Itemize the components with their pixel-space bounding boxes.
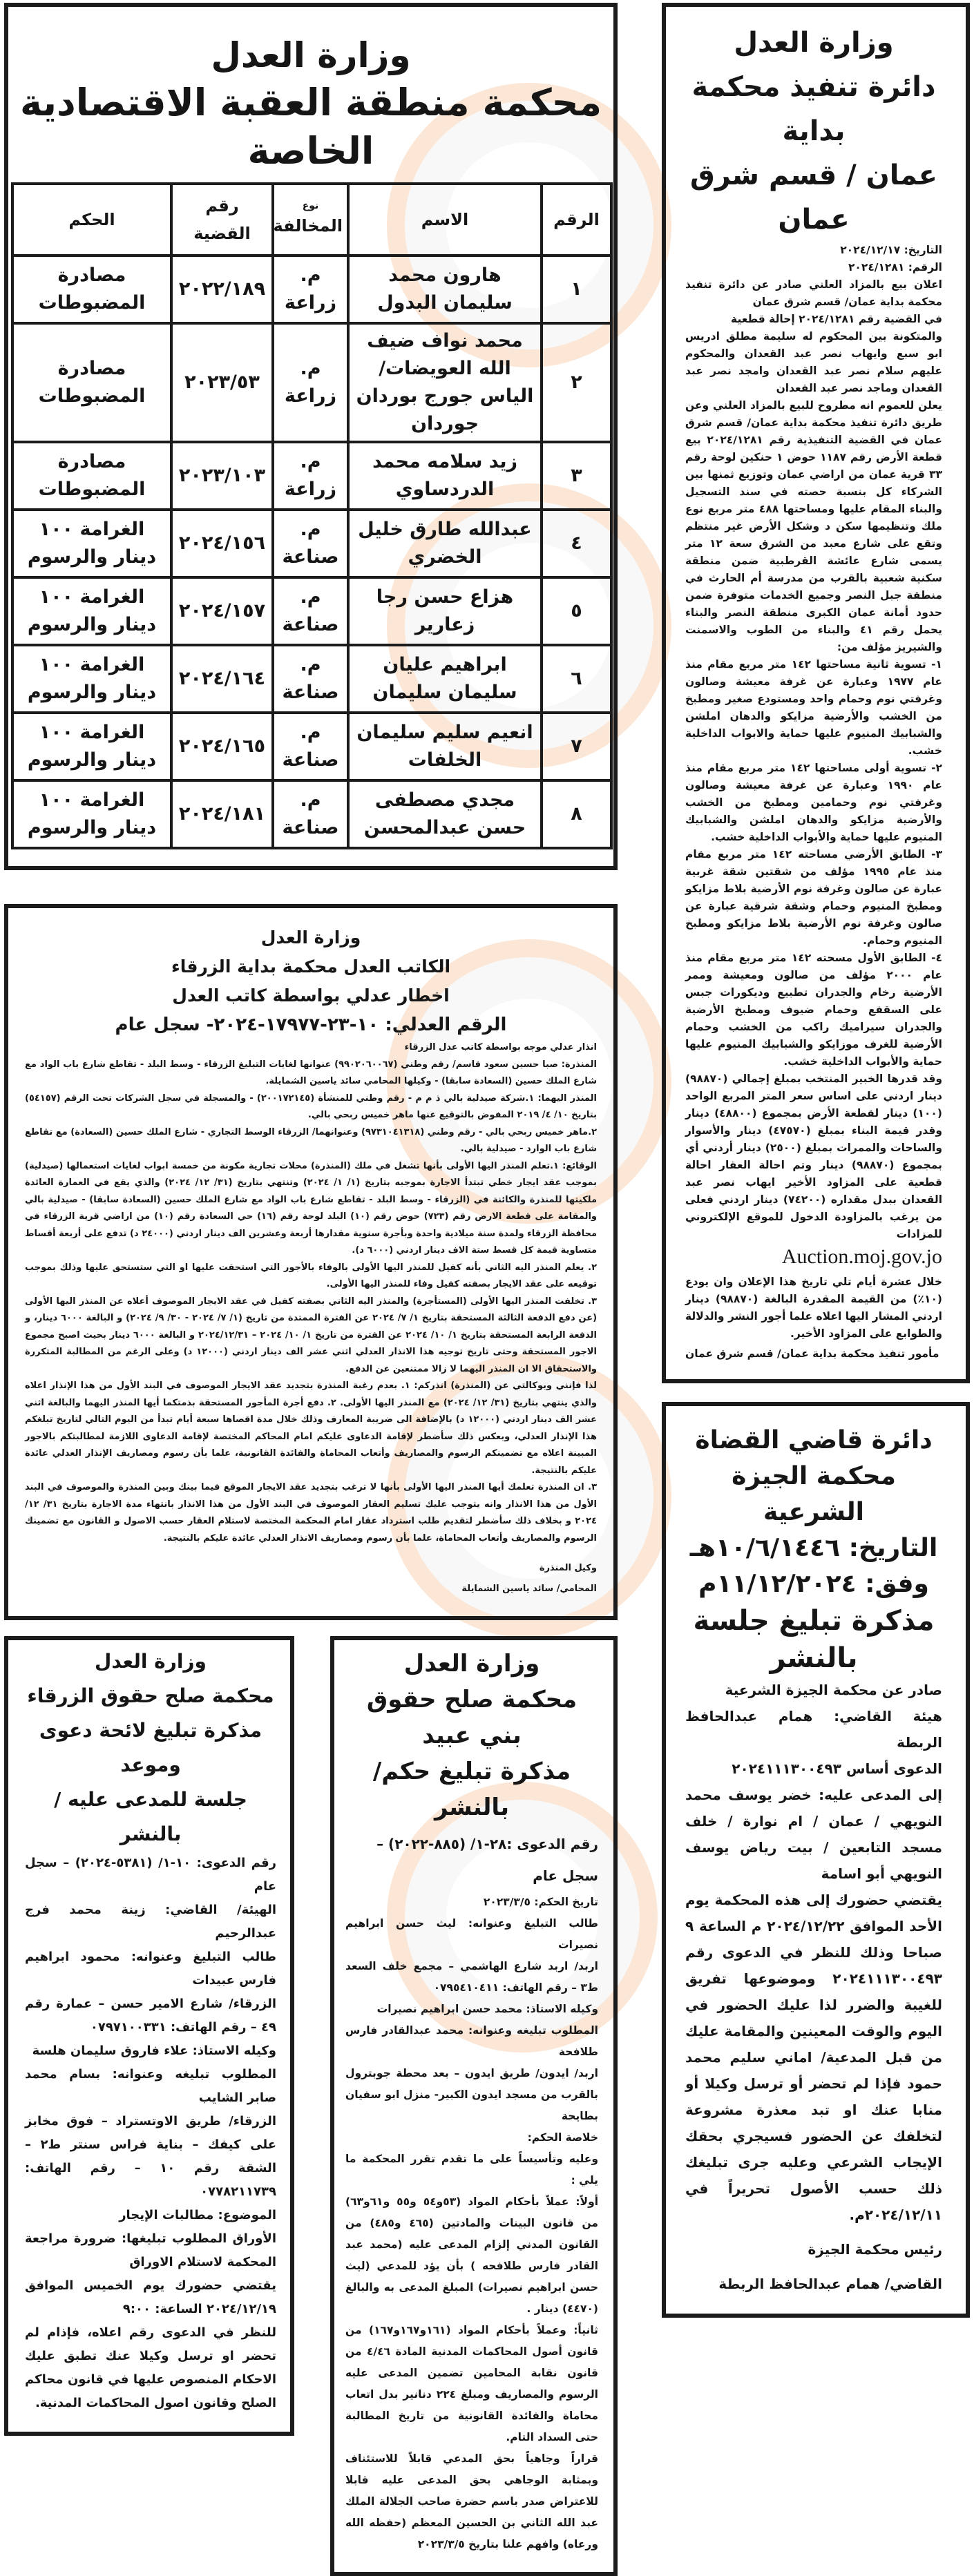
signature-line: المحامي/ سائد ياسين الشمايلة [461, 1584, 597, 1594]
cell-no: ٦ [542, 645, 611, 713]
cell-no: ٢ [542, 323, 611, 442]
right-column [662, 3, 970, 2318]
notice-heading: وزارة العدل [211, 35, 411, 75]
notice-heading: اخطار عدلي بواسطة كاتب العدل [172, 986, 450, 1006]
notice-heading: محكمة صلح حقوق بني عبيد [366, 1686, 577, 1749]
cell-type: م. زراعة [273, 442, 348, 510]
cell-no: ٥ [542, 577, 611, 645]
cell-type: م. صناعة [273, 713, 348, 780]
paragraph: يقتضي حضورك يوم الخميس الموافق ٢٠٢٤/١٢/١٩ الساعة: ٩:٠٠ [25, 2278, 276, 2316]
notice-heading: مذكرة تبليغ جلسة بالنشر [693, 1605, 935, 1674]
notice-heading: وزارة العدل [403, 1650, 540, 1678]
paragraph: يعلن للعموم انه مطروح للبيع بالمزاد العلني وعن طريق دائرة تنفيذ محكمة بداية عمان/ قسم شرق عمان في القضية التنفيذية رقم ٢٠٢٤/١٢٨١ بيع قطعة الأرض رقم ١١٨٧ حوض ١ حنكين لوحة رقم ٣٣ قرية عمان من اراضي عمان وتوزيع ثمنها بين الشركاء كل بنسبة حصته في سند التسجيل والبناء المقام عليها ومساحتها ٤٨٨ متر مربع نوع ملك وتنظيمها سكن د وشكل الأرض غير منتظم وتقع على شارع معبد من الشرق سعة ١٢ متر يسمى شارع عائشة القرطبية ضمن منطقة سكنية شعبية بالقرب من مدرسة أم الحارث في منطقة جبل النصر وجميع الخدمات متوفرة ضمن حدود أمانة عمان الكبرى منطقة النصر والبناء يحمل رقم ٤١ والبناء من الطوب والاسمنت والشيريز مؤلف من: [685, 399, 943, 653]
cell-name: ابراهيم عليان سليمان سليمان [348, 645, 542, 713]
paragraph: الأوراق المطلوب تبليغها: ضرورة مراجعة المحكمة لاستلام الاوراق [25, 2231, 276, 2269]
zarqa-notary-notice [4, 904, 618, 1620]
cell-type: م. صناعة [273, 780, 348, 848]
paragraph: هيئة القاضي: همام عبدالحافظ الربطة [685, 1708, 942, 1751]
paragraph: وعليه وتأسيساً على ما تقدم تقرر المحكمة ما يلي : [345, 2153, 598, 2186]
cell-case: ٢٠٢٣/١٠٣ [171, 442, 273, 510]
paragraph: ٣. تخلفت المنذر اليها الأولى (المستأجرة) والمنذر اليه الثاني بصفته كفيل في عقد الايجار الموصوف أعلاه عن المنذر اليها الأولى (عن دفع الدفعة الثالثة المستحقة بتاريخ ١/ ٧/ ٢٠٢٤ عن الفترة الممتدة من تاريخ (١/ ٧/ ٢٠٢٤ - ٣٠/ ٩/ ٢٠٢٤) و البالغة ٦٠٠٠ دينار، و الدفعة الرابعة المستحقة بتاريخ ١/ ١٠/ ٢٠٢٤ عن الفترة من تاريخ ١/ ١٠/ ٢٠٢٤ – ٢٠٢٤/١٢/٣١ و البالغة ٦٠٠٠ دينار بحيث اصبح مجموع الاجور المستحقة وحتى تاريخ توجيه هذا الانذار العدلي اثني عشر الف دينار اردني (١٢٠٠٠ د) وعلى الرغم من المطالبة المتكررة والاستحقاق الا ان المنذر اليهما لا زالا ممتنعين عن الدفع. [25, 1296, 598, 1374]
signature-line: القاضي/ همام عبدالحافظ الربطة [718, 2276, 942, 2292]
signature-line: وكيل المنذرة [539, 1563, 597, 1573]
cell-type: م. صناعة [273, 510, 348, 577]
cell-case: ٢٠٢٣/٥٣ [171, 323, 273, 442]
paragraph: المنذر اليهما: ١.شركة صيدلية بالي ذ م م - رقم وطني للمنشأة (٢٠٠١٧٢١٤٥) - والمسجلة في سجل الشركات تحت الرقم (٥٤١٥٧) بتاريخ ١٠/ ٤/ ٢٠١٩ المفوض بالتوقيع عنها ماهر خميس ربحي بالي. [25, 1093, 597, 1120]
paragraph: رقم الدعوى: ١٠-١/ (٥٣٨١-٢٠٢٤) – سجل عام [25, 1856, 277, 1894]
zarqa-magistrate-court-notice [4, 1636, 294, 2436]
table-row [12, 780, 611, 848]
notice-heading: الرقم العدلي: ١٠-٢٣-١٧٩٧٧-٢٠٢٤- سجل عام [115, 1015, 507, 1035]
cell-verdict: مصادرة المضبوطات [12, 442, 171, 510]
paragraph: طالب التبليغ وعنوانه: ليث حسن ابراهيم نصيرات [345, 1917, 598, 1951]
violations-table [11, 182, 613, 849]
paragraph: في القضية رقم ٢٠٢٤/١٢٨١ إحالة قطعية [731, 313, 942, 325]
column-header-case-number: رقم القضية [171, 184, 273, 256]
paragraph: خلاصة الحكم: [527, 2131, 598, 2144]
table-row [12, 577, 611, 645]
paragraph: أولاً: عملاً بأحكام المواد (٥٣و٥٤ و٥٥ و٦١و٦٣) من قانون البينات والمادتين (٤٦٥ و٤٨٥) من القانون المدني إلزام المدعى عليه (محمد عبد القادر فارس طلافحه ) بأن يؤد للمدعي (ليث حسن ابراهيم نصيرات) المبلغ المدعى به والبالغ (٤٤٧٠) دينار . [345, 2195, 599, 2315]
court-name: محكمة منطقة العقبة الاقتصادية الخاصة [19, 81, 602, 173]
amman-auction-notice [662, 3, 970, 1383]
notice-heading: الكاتب العدل محكمة بداية الزرقاء [171, 957, 451, 977]
aqaba-court-notice [4, 3, 618, 870]
notice-heading: مذكرة تبليغ لائحة دعوى وموعد [39, 1719, 262, 1776]
paragraph: الزرقاء/ شارع الامير حسن – عمارة رقم ٤٩ – رقم الهاتف: ٠٧٩٧١٠٠٣٣١ [25, 1997, 276, 2035]
cell-case: ٢٠٢٤/١٦٥ [171, 713, 273, 780]
notice-heading: جلسة للمدعى عليه / بالنشر [54, 1788, 247, 1845]
cell-no: ٨ [542, 780, 611, 848]
case-number: رقم الدعوى :٢٨-١/ (٨٨٥-٢٠٢٢) – سجل عام [376, 1836, 598, 1884]
cell-type: م. صناعة [273, 645, 348, 713]
paragraph: وكيله الاستاذ: علاء فاروق سليمان هلسة [32, 2044, 276, 2058]
notice-heading: وزارة العدل [734, 27, 894, 59]
cell-case: ٢٠٢٤/١٥٦ [171, 510, 273, 577]
cell-name: عبدالله طارق خليل الخضري [348, 510, 542, 577]
cell-name: هارون محمد سليمان البدول [348, 256, 542, 323]
paragraph: تاريخ الحكم: ٢٠٢٣/٣/٥ [483, 1896, 598, 1908]
notice-heading: وزارة العدل [95, 1650, 207, 1673]
paragraph: ٣. ان المنذرة تعلمك أيها المنذر اليها الأولى بأنها لا ترغب بتجديد عقد الايجار الموقع فيما بينك وبين المنذرة والموصوف في البند الأول من هذا الانذار وانه يتوجب عليك تسليم العقار الموصوف في البند الأول من هذا الانذار بانتهاء مدة الاجارة بتاريخ ٣١/ ١٢/ ٢٠٢٤ و بخلاف ذلك سأضطر لتقديم طلب استرداد عقار امام المحكمة المختصة لاستلام العقار حسب الاصول و القانون مع تضمينك الرسوم والمصاريف وأتعاب المحاماة، علما بأن رسوم ومصاريف الانذار العدلي عائدة عليكم بالنتيجة. [25, 1482, 597, 1544]
cell-name: انعيم سليم سليمان الخلفات [348, 713, 542, 780]
notice-heading: التاريخ: ١٠/٦/١٤٤٦هـ [689, 1534, 938, 1562]
paragraph: ١- تسوية ثانية مساحتها ١٤٢ متر مربع مقام منذ عام ١٩٧٧ وعبارة عن غرفة معيشة وصالون وغرفتي نوم وحمام واحد ومستودع صغير ومطبخ من الخشب والأرضية مزايكو والدهان املشن والشبابيك المنيوم عليها حماية والابواب الداخلية خشب. [685, 658, 942, 757]
cell-type: م. صناعة [273, 577, 348, 645]
paragraph: المطلوب تبليغه وعنوانه: محمد عبدالقادر فارس طلافحة [345, 2024, 598, 2058]
column-header-name: الاسم [348, 184, 542, 256]
cell-name: مجدي مصطفى حسن عبدالمحسن [348, 780, 542, 848]
table-row [12, 713, 611, 780]
cell-name: هزاع حسن رجا زعارير [348, 577, 542, 645]
paragraph: انذار عدلي موجه بواسطة كاتب عدل الزرقاء [404, 1042, 597, 1052]
notice-heading: محكمة الجيزة الشرعية [732, 1462, 896, 1526]
table-row [12, 442, 611, 510]
paragraph: اربد/ اربد شارع الهاشمي – مجمع خلف السعد ط٣ – رقم الهاتف: ٠٧٩٥٤١٠٤١١ [345, 1960, 598, 1994]
cell-name: زيد سلامه محمد الدردساوي [348, 442, 542, 510]
cell-verdict: الغرامة ١٠٠ دينار والرسوم [12, 713, 171, 780]
notice-heading: محكمة صلح حقوق الزرقاء [27, 1684, 274, 1707]
notice-heading: دائرة قاضي القضاة [695, 1426, 933, 1454]
cell-case: ٢٠٢٤/١٥٧ [171, 577, 273, 645]
column-header-number: الرقم [542, 184, 611, 256]
auction-website-line [685, 1243, 942, 1273]
notice-heading: عمان / قسم شرق عمان [690, 160, 937, 236]
cell-case: ٢٠٢٤/١٨١ [171, 780, 273, 848]
auction-website-link[interactable]: Auction.moj.gov.jo [781, 1245, 942, 1268]
bottom-notices-row [4, 1636, 618, 2576]
paragraph: اربد/ ايدون/ طريق ايدون – بعد محطة جوبترول بالقرب من مسجد ايدون الكبير- منزل ابو سفيان بطايحة [345, 2067, 598, 2122]
paragraph: الوقائع: ١.تعلم المنذر اليها الأولى بأنها تشغل في ملك (المنذرة) محلات تجارية مكونة من خمسة ابواب لغايات استعمالها (صيدلية) بموجب عقد ايجار خطي تبتدأ الاجارة بموجبه بتاريخ (١/ ١/ ٢٠٢٤) وتنتهي بتاريخ (٣١/ ١٢/ ٢٠٢٤) والذي يقع في العمارة العائدة ملكيتها للمنذرة والكائنة في (الزرقاء - وسط البلد - تقاطع شارع باب الواد مع شارع الملك حسين (السعادة سابقا) - صيدلية بالي والمقامة على قطعة الارض رقم (٧٢٣) حوض رقم (١٠) البلد لوحة رقم (١٦) حي السعادة رقم (١٠) من اراضي قرية الزرقاء في محافظة الزرقاء ولمدة سنة ميلادية واحدة وبأجرة سنوية مقدارها أربعة وعشرين الف دينار اردني (٢٤٠٠٠ د) تدفع على أربعة أقساط متساوية قيمة كل قسط ستة الاف دينار اردني (٦٠٠٠ د). [25, 1160, 597, 1256]
paragraph: التاريخ: ٢٠٢٤/١٢/١٧ [840, 244, 942, 256]
cell-type: م. زراعة [273, 256, 348, 323]
notice-heading: مذكرة تبليغ حكم/ بالنشر [372, 1758, 571, 1821]
table-row [12, 323, 611, 442]
paragraph: اعلان بيع بالمزاد العلني صادر عن دائرة تنفيذ محكمة بداية عمان/ قسم شرق عمان [685, 278, 942, 308]
paragraph: للنظر في الدعوى رقم اعلاه، فإذام لم تحضر او ترسل وكيلا عنك تطبق عليك الاحكام المنصوص عليها في قانون محاكم الصلح وقانون اصول المحاكمات المدنية. [25, 2325, 276, 2410]
cell-no: ١ [542, 256, 611, 323]
cell-verdict: الغرامة ١٠٠ دينار والرسوم [12, 645, 171, 713]
header-text: المخالفة [273, 216, 343, 236]
paragraph: قراراً وجاهياً بحق المدعي قابلاً للاستئناف وبمثابة الوجاهي بحق المدعى عليه قابلا للاعتراض صدر باسم حضرة صاحب الجلالة الملك عبد الله الثاني بن الحسين المعظم (حفظه الله ورعاه) وافهم علنا بتاريخ ٢٠٢٣/٣/٥ [345, 2452, 598, 2550]
notice-heading: وفق: ١١/١٢/٢٠٢٤م [698, 1570, 929, 1598]
paragraph: المطلوب تبليغه وعنوانه: بسام محمد صابر الشايب [25, 2067, 276, 2105]
paragraph: والمتكونة بين المحكوم له سليمة مطلق ادريس ابو سبع وايهاب نصر عبد القعدان والمحكوم عليهم سلام نصر عبد القعدان وامجد نصر عبد القعدان وماجد نصر عبد القعدان [685, 330, 942, 394]
paragraph: الموضوع: مطالبات الإيجار [119, 2208, 276, 2222]
cell-verdict: الغرامة ١٠٠ دينار والرسوم [12, 780, 171, 848]
cell-case: ٢٠٢٢/١٨٩ [171, 256, 273, 323]
paragraph: وكيله الاستاذ: محمد حسن ابراهيم نصيرات [376, 2003, 598, 2015]
jizah-sharia-court-notice [662, 1402, 970, 2318]
cell-verdict: مصادرة المضبوطات [12, 256, 171, 323]
paragraph: يقتضي حضورك إلى هذه المحكمة يوم الأحد الموافق ٢٠٢٤/١٢/٢٢ م الساعة ٩ صباحا وذلك للنظر في الدعوى رقم ٢٠٢٤١١١٣٠٠٤٩٣ وموضوعها تفريق للغيبة والضرر لذا عليك الحضور في اليوم والوقت المعينين والمقامة عليك من قبل المدعية/ اماني سليم محمد حمود فإذا لم تحضر أو ترسل وكيلا أو منابا عنك او تبد معذرة مشروعة لتخلفك عن الحضور فسيجري بحقك الإيجاب الشرعي وعليه جرى تبليغك ذلك حسب الأصول تحريراً في ٢٠٢٤/١٢/١١م. [685, 1892, 942, 2223]
notice-heading: دائرة تنفيذ محكمة بداية [691, 71, 936, 147]
paragraph: لذا فإنني وبوكالتي عن (المنذرة) انذركم: ١. بعدم رغبة المنذرة بتجديد عقد الايجار الموصوف في البند الأول من هذا الإنذار اعلاه والذي ينتهي بتاريخ (٣١/ ١٢/ ٢٠٢٤) مع المنذر اليها الأولى. ٢. دفع أجرة المأجور المستحقة بذمتكما أيها المنذر اليهما والبالغة اثني عشر الف دينار اردني (١٢٠٠٠ د) بالإضافة الى ضريبة المعارف وذلك خلال مدة اقصاها سبعة أيام تبدأ من اليوم التالي لتاريخ تبلغكم هذا الإنذار العدلي، وبعكس ذلك سأضطر لإقامة الدعاوى عليكم امام المحاكم المختصة لإقامة الدعاوى اللازمة لمطالبتكم بالاجور المبينة اعلاه مع تضمينكم الرسوم والمصاريف وأتعاب المحاماة والفائدة القانونية، علما بأن رسوم ومصاريف الإنذار العدلي عائدة عليكم بالنتيجة. [25, 1381, 597, 1476]
header-text: نوع [302, 200, 319, 211]
cell-verdict: مصادرة المضبوطات [12, 323, 171, 442]
cell-case: ٢٠٢٤/١٦٤ [171, 645, 273, 713]
cell-no: ٧ [542, 713, 611, 780]
paragraph: المنذرة: صبا حسين سعود قاسم/ رقم وطني (٩٩٠٢٠٦٠٠٦٧) عنوانها لغايات التبليغ الزرقاء - وسط البلد - تقاطع شارع باب الواد مع شارع الملك حسين (السعادة سابقا) - وكيلها المحامي سائد ياسين الشمايلة. [25, 1059, 597, 1086]
table-row [12, 256, 611, 323]
paragraph: ٢- تسوية أولى مساحتها ١٤٢ متر مربع مقام منذ عام ١٩٩٠ وعبارة عن غرفة معيشة وصالون وغرفتي نوم وحمامين ومطبخ من الخشب والأرضية مزايكو والدهان املشن والشبابيك المنيوم عليها حماية والأبواب الداخلية خشب. [685, 762, 942, 843]
paragraph: ٤- الطابق الأول مسحته ١٤٢ متر مربع مقام منذ عام ٢٠٠٠ مؤلف من صالون ومعيشة وممر الأرضية رخام والجدران تطبيع وديكورات جبس على السقفع وحمام ضيوف ومطبخ الأرضية والجدران سيراميك راكب من الخشب وحمام الأرضية للغرف موزايكو والشبابيك المنيوم عليها حماية والأبواب الداخلية خشب. [685, 952, 942, 1068]
table-row [12, 510, 611, 577]
paragraph: ٢. يعلم المنذر اليه الثاني بأنه كفيل للمنذر اليها الأولى بالوفاء بالأجور التي استحقت عليها او التي ستستحق عليها وذلك بموجب توقيعه على عقد الايجار بصفته كفيل وفاء للمنذر اليها الأولى. [25, 1262, 597, 1289]
cell-name: محمد نواف ضيف الله العويضات/ الياس جورج بوردان جوردان [348, 323, 542, 442]
cell-type: م. زراعة [273, 323, 348, 442]
signature-line: رئيس محكمة الجيزة [808, 2241, 942, 2258]
cell-verdict: الغرامة ١٠٠ دينار والرسوم [12, 577, 171, 645]
paragraph: إلى المدعى عليه: خضر يوسف محمد النويهي / عمان / ام نوارة / خلف مسجد التابعين / بيت رياض يوسف النويهي أبو اسامة [685, 1787, 942, 1882]
signature: مأمور تنفيذ محكمة بداية عمان/ قسم شرق عمان [685, 1347, 939, 1360]
table-row [12, 645, 611, 713]
paragraph: ٢.ماهر خميس ربحي بالي - رقم وطني (٩٧٣١٠٤١٣١٨) وعنوانهما/ الزرقاء الوسط التجاري - شارع الملك حسين (السعادة) مع تقاطع شارع باب الوارد - صيدلية بالي. [25, 1126, 597, 1154]
paragraph: الدعوى أساس ٢٠٢٤١١١٣٠٠٤٩٣ [732, 1760, 942, 1777]
paragraph: الزرقاء/ طريق الاوتستراد – فوق مخابز على كيفك – بناية فراس سنتر ط٢ – الشقة رقم ١٠ – رقم الهاتف: ٠٧٧٨٢١١٧٣٩ [25, 2114, 276, 2199]
paragraph: وقد قدرها الخبير المنتخب بمبلغ إجمالي (٩٨٨٧٠) دينار اردني على اساس سعر المتر المربع الواحد (١٠٠) دينار لقطعة الأرض بمجموع (٤٨٨٠٠) دينار وقدر قيمة البناء بمبلغ (٤٧٥٧٠) دينار والأسوار والساحات والممرات بمبلغ (٢٥٠٠) دينار أردني أي بمجموع (٩٨٨٧٠) دينار وتم احالة العقار احالة قطعية على المزاود الأخير ايهاب نصر عبد القعدان ببدل مقداره (٧٤٢٠٠) دينار اردني فعلى من يرغب بالمزاودة الدخول للموقع الإلكتروني للمزادات [685, 1073, 943, 1240]
paragraph: ٣- الطابق الأرضي مساحته ١٤٢ متر مربع مقام منذ عام ١٩٩٥ مؤلف من شقتين شقة غربية عبارة عن صالون وغرفة نوم الأرضية بلاط مزايكو ومطبخ المنيوم وحمام وشقة شرقية عبارة عن صالون وغرفة نوم الأرضية بلاط مزايكو ومطبخ المنيوم وحمام. [685, 848, 942, 947]
cell-no: ٣ [542, 442, 611, 510]
column-header-verdict: الحكم [12, 184, 171, 256]
paragraph: خلال عشرة أيام تلي تاريخ هذا الإعلان وان يودع (١٠٪) من القيمة المقدرة البالغة (٩٨٨٧٠) دينار اردني المشار اليها اعلاه علما أجور النشر والدلالة والطوابع على المزاود الأخير. [685, 1276, 942, 1340]
paragraph: طالب التبليغ وعنوانه: محمود ابراهيم فارس عبيدات [25, 1950, 276, 1988]
paragraph: صادر عن محكمة الجيزة الشرعية [725, 1682, 942, 1698]
notice-heading: وزارة العدل [260, 927, 361, 948]
paragraph: الرقم: ٢٠٢٤/١٢٨١ [848, 261, 942, 273]
paragraph: الهيئة/ القاضي: زينة محمد فرج عبدالرحيم [25, 1903, 276, 1941]
bani-obeid-court-notice [330, 1636, 618, 2576]
cell-no: ٤ [542, 510, 611, 577]
left-column [4, 3, 618, 2576]
cell-verdict: الغرامة ١٠٠ دينار والرسوم [12, 510, 171, 577]
paragraph: ثانياً: وعملاً بأحكام المواد (١٦١و١٦٧و١٦٧) من قانون أصول المحاكمات المدنية المادة ٤/٤٦ من قانون نقابة المحامين تضمين المدعى عليه الرسوم والمصاريف ومبلغ ٢٢٤ دنانير بدل اتعاب محاماة والفائدة القانونية من تاريخ المطالبة حتى السداد التام. [345, 2324, 599, 2443]
column-header-violation-type [273, 184, 348, 256]
